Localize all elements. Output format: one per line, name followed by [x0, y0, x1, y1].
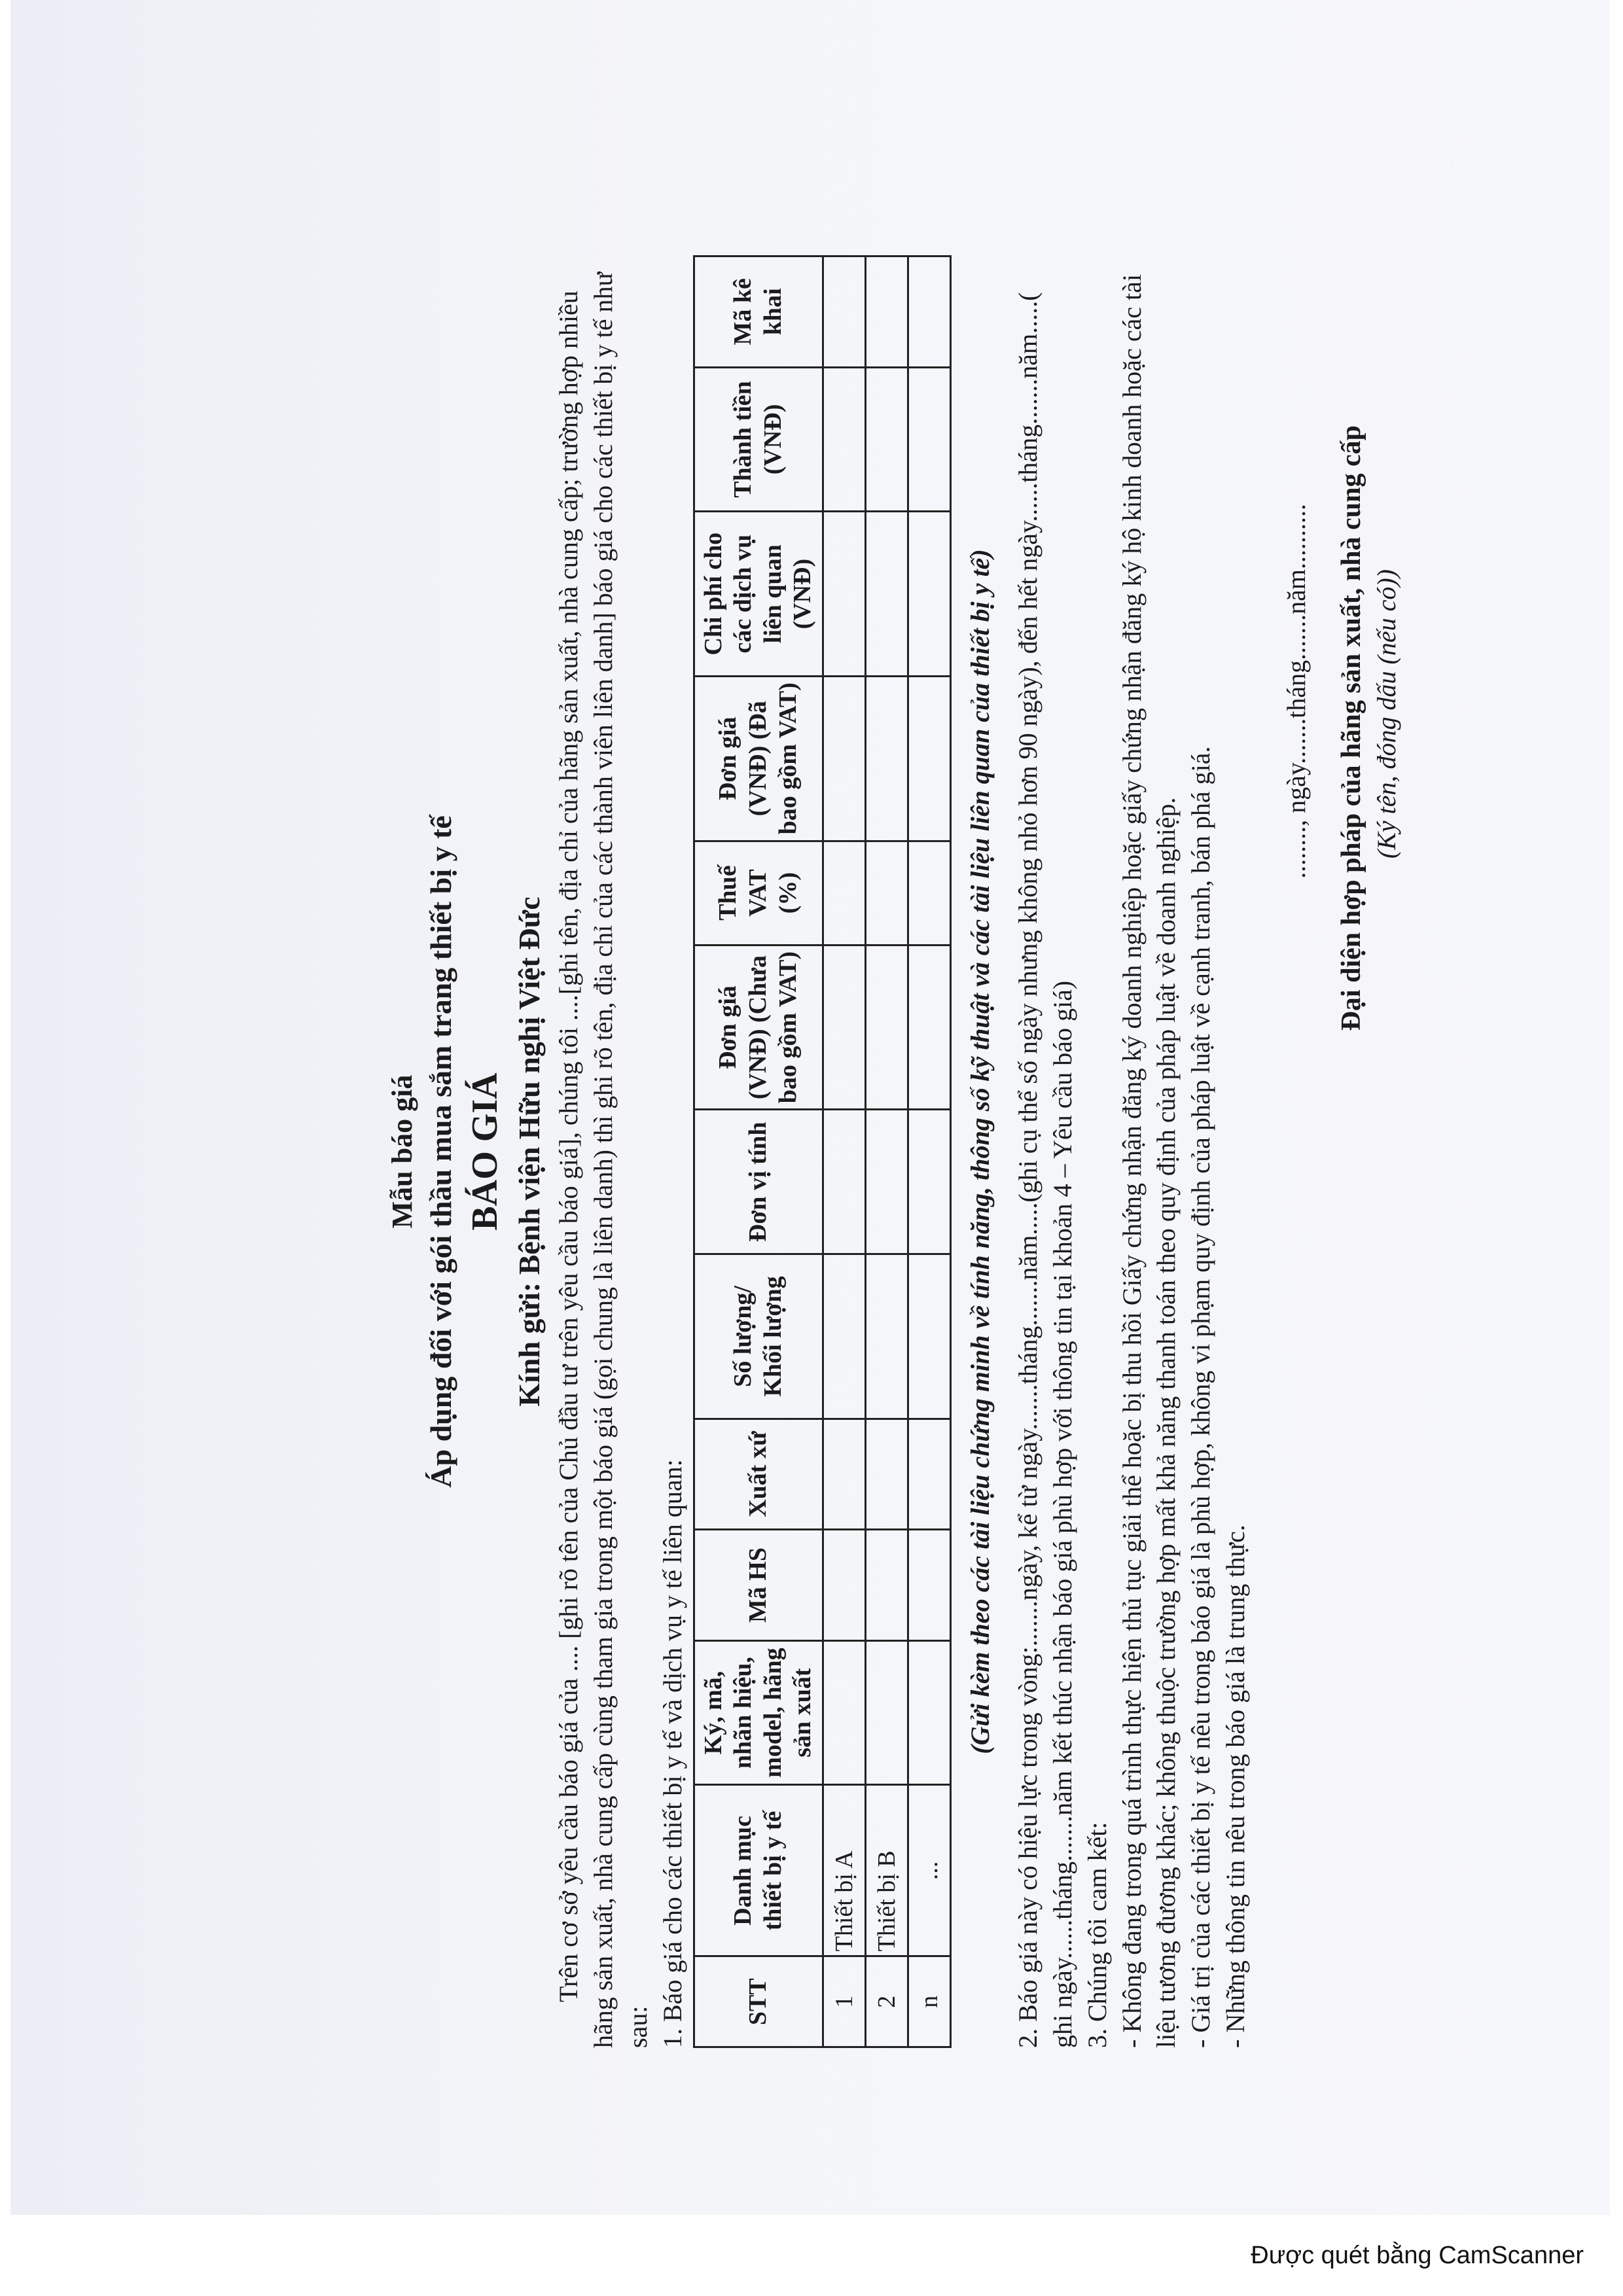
- commitment-2: - Giá trị của các thiết bị y tế nêu trong báo giá là phù hợp, không vi phạm quy định của pháp luật về cạnh tranh, bán phá giá.: [1186, 746, 1216, 2048]
- commitment-heading: 3. Chúng tôi cam kết:: [1082, 1822, 1112, 2048]
- row-item: Thiết bị A: [823, 1785, 865, 1956]
- applies-to: Áp dụng đối với gói thầu mua sắm trang thiết bị y tế: [424, 815, 458, 1488]
- col-price-incl-vat: Đơn giá (VNĐ) (Đã bao gồm VAT): [694, 676, 823, 841]
- intro-paragraph: Trên cơ sở yêu cầu báo giá của .... [ghi rõ tên của Chủ đầu tư trên yêu cầu báo giá], chúng tôi ....[ghi tên, địa chỉ của hãng sản xuất, nhà cung cấp; trường hợp nhiều hãng sản xuất, nhà cung cấp cùng tham gia trong một báo giá (gọi chung là liên danh) thì ghi rõ tên, địa chỉ của các thành viên liên danh] báo giá cho các thiết bị y tế như sau:: [554, 272, 653, 2048]
- col-quantity: Số lượng/ Khối lượng: [694, 1254, 823, 1419]
- col-model: Ký, mã, nhãn hiệu, model, hãng sản xuất: [694, 1640, 823, 1785]
- commitment-1: - Không đang trong quá trình thực hiện thủ tục giải thể hoặc bị thu hồi Giấy chứng nhận đăng ký doanh nghiệp hoặc giấy chứng nhận đăng ký hộ kinh doanh hoặc các tài liệu tương đương khác; không thuộc trường hợp mất khả năng thanh toán theo quy định của pháp luật về doanh nghiệp.: [1116, 274, 1181, 2048]
- form-name: Mẫu báo giá: [386, 1074, 418, 1229]
- row-stt: 2: [866, 1956, 908, 2047]
- table-row: [823, 256, 865, 2047]
- col-item-list: Danh mục thiết bị y tế: [694, 1785, 823, 1956]
- table-header-row: [694, 256, 823, 2047]
- row-stt: 1: [823, 1956, 865, 2047]
- scanned-paper: [10, 0, 1610, 2215]
- row-item: Thiết bị B: [866, 1785, 908, 1956]
- row-stt: n: [908, 1956, 951, 2047]
- col-stt: STT: [694, 1956, 823, 2047]
- validity-paragraph: 2. Báo giá này có hiệu lực trong vòng:.......ngày, kể từ ngày.......tháng.......năm.....(ghi cụ thể số ngày nhưng không nhỏ hơn 90 ngày), đến hết ngày......tháng.......năm.....( ghi ngày......tháng.......năm kết thúc nhận báo giá phù hợp với thông tin tại khoản 4 – Yêu cầu báo giá): [1013, 292, 1078, 2048]
- document-title: BÁO GIÁ: [464, 1072, 505, 1231]
- col-declaration-code: Mã kê khai: [694, 256, 823, 368]
- signature-note: (Ký tên, đóng dấu (nếu có)): [1372, 569, 1402, 859]
- col-vat: Thuế VAT (%): [694, 841, 823, 945]
- col-price-excl-vat: Đơn giá (VNĐ) (Chưa bao gồm VAT): [694, 945, 823, 1110]
- col-service-cost: Chi phí cho các dịch vụ liên quan (VNĐ): [694, 512, 823, 677]
- table-row: [908, 256, 951, 2047]
- table-row: [866, 256, 908, 2047]
- commitment-3: - Những thông tin nêu trong báo giá là trung thực.: [1221, 1525, 1251, 2048]
- section-1-heading: 1. Báo giá cho các thiết bị y tế và dịch vụ y tế liên quan:: [657, 1459, 687, 2048]
- table-note: (Gửi kèm theo các tài liệu chứng minh về tính năng, thông số kỹ thuật và các tài liệu liên quan của thiết bị y tế): [965, 549, 995, 1754]
- col-total: Thành tiền (VNĐ): [694, 367, 823, 512]
- col-origin: Xuất xứ: [694, 1419, 823, 1529]
- date-line: ........, ngày.......tháng.......năm..........: [1281, 504, 1311, 879]
- row-item: ...: [908, 1785, 951, 1956]
- scanner-watermark: Được quét bằng CamScanner: [1251, 2242, 1584, 2269]
- quotation-form: [364, 255, 1402, 2048]
- signature-title: Đại diện hợp pháp của hãng sản xuất, nhà cung cấp: [1336, 425, 1366, 1031]
- quotation-table: [693, 255, 952, 2048]
- col-unit: Đơn vị tính: [694, 1110, 823, 1254]
- col-hs-code: Mã HS: [694, 1530, 823, 1640]
- recipient: Kính gửi: Bệnh viện Hữu nghị Việt Đức: [512, 896, 546, 1407]
